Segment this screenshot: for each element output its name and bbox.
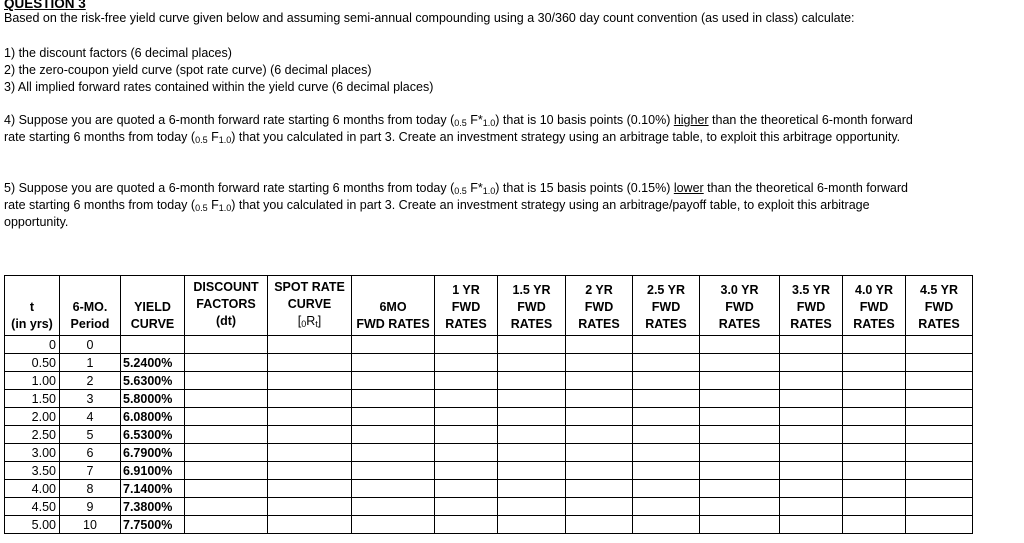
empty-answer-cell[interactable] [352,480,435,498]
empty-answer-cell[interactable] [498,516,566,534]
period-cell: 4 [60,408,121,426]
period-cell: 5 [60,426,121,444]
empty-answer-cell[interactable] [185,336,268,354]
empty-answer-cell[interactable] [633,480,700,498]
yield-cell [121,336,185,354]
empty-answer-cell[interactable] [352,462,435,480]
yield-cell: 7.7500% [121,516,185,534]
time-cell: 5.00 [5,516,60,534]
empty-answer-cell[interactable] [352,372,435,390]
yield-curve-header: YIELD CURVE [121,276,185,336]
table-row [5,336,973,354]
empty-answer-cell[interactable] [185,354,268,372]
table-row [5,390,973,408]
question-5-line-2: rate starting 6 months from today ($_{0.5}$ $F_{1.0}$) that you calculated in part 3. Create an investment strategy using an arbitrage/payoff table, to exploit this arbitrage [4,198,870,213]
empty-answer-cell[interactable] [633,354,700,372]
empty-answer-cell[interactable] [352,354,435,372]
empty-answer-cell[interactable] [780,426,843,444]
empty-answer-cell[interactable] [843,390,906,408]
empty-answer-cell[interactable] [435,516,498,534]
time-cell: 2.50 [5,426,60,444]
empty-answer-cell[interactable] [352,390,435,408]
empty-answer-cell[interactable] [780,354,843,372]
empty-answer-cell[interactable] [435,372,498,390]
empty-answer-cell[interactable] [498,480,566,498]
empty-answer-cell[interactable] [566,408,633,426]
empty-answer-cell[interactable] [435,354,498,372]
empty-answer-cell[interactable] [700,354,780,372]
empty-answer-cell[interactable] [780,462,843,480]
empty-answer-cell[interactable] [633,498,700,516]
1-5yr-fwd-header: 1.5 YR FWD RATES [498,276,566,336]
time-cell: 3.50 [5,462,60,480]
empty-answer-cell[interactable] [185,498,268,516]
empty-answer-cell[interactable] [906,516,973,534]
time-cell: 1.00 [5,372,60,390]
empty-answer-cell[interactable] [633,516,700,534]
empty-answer-cell[interactable] [906,498,973,516]
empty-answer-cell[interactable] [268,516,352,534]
empty-answer-cell[interactable] [843,462,906,480]
empty-answer-cell[interactable] [566,390,633,408]
item-1: 1) the discount factors (6 decimal places) [4,46,232,60]
period-header: 6-MO. Period [60,276,121,336]
empty-answer-cell[interactable] [185,516,268,534]
question-5-line-3: opportunity. [4,215,69,229]
empty-answer-cell[interactable] [633,372,700,390]
time-cell: 4.50 [5,498,60,516]
question-4-line-2: rate starting 6 months from today ($_{0.5}$ $F_{1.0}$) that you calculated in part 3. Create an investment strategy using an arbitrage table, to exploit this arbitrage opportunity. [4,130,901,145]
empty-answer-cell[interactable] [843,336,906,354]
empty-answer-cell[interactable] [633,426,700,444]
empty-answer-cell[interactable] [780,336,843,354]
empty-answer-cell[interactable] [185,462,268,480]
empty-answer-cell[interactable] [498,372,566,390]
empty-answer-cell[interactable] [780,516,843,534]
yield-curve-table [4,275,973,534]
empty-answer-cell[interactable] [906,390,973,408]
table-row [5,516,973,534]
question-title: QUESTION 3 [4,0,86,11]
empty-answer-cell[interactable] [700,336,780,354]
empty-answer-cell[interactable] [498,462,566,480]
table-row [5,354,973,372]
empty-answer-cell[interactable] [498,498,566,516]
empty-answer-cell[interactable] [700,390,780,408]
empty-answer-cell[interactable] [566,498,633,516]
empty-answer-cell[interactable] [700,426,780,444]
discount-factors-header: DISCOUNT FACTORS (dt) [185,276,268,336]
3yr-fwd-header: 3.0 YR FWD RATES [700,276,780,336]
empty-answer-cell[interactable] [843,444,906,462]
empty-answer-cell[interactable] [843,480,906,498]
empty-answer-cell[interactable] [633,462,700,480]
table-row [5,480,973,498]
time-cell: 4.00 [5,480,60,498]
empty-answer-cell[interactable] [566,516,633,534]
empty-answer-cell[interactable] [185,480,268,498]
empty-answer-cell[interactable] [700,498,780,516]
empty-answer-cell[interactable] [435,462,498,480]
empty-answer-cell[interactable] [780,390,843,408]
table-row [5,372,973,390]
table-row [5,408,973,426]
4-5yr-fwd-header: 4.5 YR FWD RATES [906,276,973,336]
period-cell: 7 [60,462,121,480]
intro-text: Based on the risk-free yield curve given below and assuming semi-annual compounding using a 30/360 day count convention (as used in class) calculate: [4,11,855,25]
yield-cell: 6.7900% [121,444,185,462]
empty-answer-cell[interactable] [906,372,973,390]
table-row [5,444,973,462]
empty-answer-cell[interactable] [268,372,352,390]
empty-answer-cell[interactable] [566,336,633,354]
empty-answer-cell[interactable] [633,336,700,354]
empty-answer-cell[interactable] [700,444,780,462]
empty-answer-cell[interactable] [566,444,633,462]
empty-answer-cell[interactable] [435,408,498,426]
empty-answer-cell[interactable] [268,462,352,480]
table-row [5,498,973,516]
empty-answer-cell[interactable] [906,462,973,480]
empty-answer-cell[interactable] [780,498,843,516]
empty-answer-cell[interactable] [352,426,435,444]
table-row [5,462,973,480]
empty-answer-cell[interactable] [633,408,700,426]
empty-answer-cell[interactable] [498,426,566,444]
empty-answer-cell[interactable] [906,336,973,354]
6mo-fwd-header: 6MO FWD RATES [352,276,435,336]
empty-answer-cell[interactable] [352,498,435,516]
empty-answer-cell[interactable] [566,354,633,372]
spot-rate-symbol: $[_0R_t]$ [297,314,322,329]
empty-answer-cell[interactable] [268,498,352,516]
period-cell: 8 [60,480,121,498]
empty-answer-cell[interactable] [633,390,700,408]
empty-answer-cell[interactable] [268,408,352,426]
empty-answer-cell[interactable] [352,444,435,462]
yield-cell: 7.1400% [121,480,185,498]
period-cell: 9 [60,498,121,516]
empty-answer-cell[interactable] [906,354,973,372]
empty-answer-cell[interactable] [268,354,352,372]
empty-answer-cell[interactable] [498,354,566,372]
empty-answer-cell[interactable] [843,372,906,390]
table-body [5,336,973,534]
time-cell: 3.00 [5,444,60,462]
empty-answer-cell[interactable] [185,426,268,444]
period-cell: 3 [60,390,121,408]
empty-answer-cell[interactable] [633,444,700,462]
empty-answer-cell[interactable] [780,408,843,426]
period-cell: 10 [60,516,121,534]
empty-answer-cell[interactable] [498,336,566,354]
period-cell: 6 [60,444,121,462]
empty-answer-cell[interactable] [268,336,352,354]
empty-answer-cell[interactable] [700,516,780,534]
empty-answer-cell[interactable] [906,408,973,426]
empty-answer-cell[interactable] [435,498,498,516]
higher-emphasis: higher [673,113,709,127]
empty-answer-cell[interactable] [843,354,906,372]
empty-answer-cell[interactable] [566,372,633,390]
2yr-fwd-header: 2 YR FWD RATES [566,276,633,336]
empty-answer-cell[interactable] [352,336,435,354]
empty-answer-cell[interactable] [435,480,498,498]
period-cell: 1 [60,354,121,372]
table-row [5,426,973,444]
4yr-fwd-header: 4.0 YR FWD RATES [843,276,906,336]
empty-answer-cell[interactable] [700,462,780,480]
empty-answer-cell[interactable] [352,408,435,426]
yield-cell: 6.9100% [121,462,185,480]
empty-answer-cell[interactable] [843,498,906,516]
t-header: t (in yrs) [5,276,60,336]
empty-answer-cell[interactable] [566,462,633,480]
period-cell: 2 [60,372,121,390]
empty-answer-cell[interactable] [700,372,780,390]
1yr-fwd-header: 1 YR FWD RATES [435,276,498,336]
time-cell: 2.00 [5,408,60,426]
question-5-line-1: 5) Suppose you are quoted a 6-month forward rate starting 6 months from today ($_{0.5}$ $F*_{1.0}$) that is 15 basis points (0.15%) lower than the theoretical 6-month forward [4,181,908,196]
time-cell: 1.50 [5,390,60,408]
empty-answer-cell[interactable] [566,426,633,444]
time-cell: 0.50 [5,354,60,372]
empty-answer-cell[interactable] [700,408,780,426]
empty-answer-cell[interactable] [780,444,843,462]
empty-answer-cell[interactable] [185,372,268,390]
empty-answer-cell[interactable] [843,408,906,426]
empty-answer-cell[interactable] [906,426,973,444]
empty-answer-cell[interactable] [185,444,268,462]
empty-answer-cell[interactable] [498,444,566,462]
3-5yr-fwd-header: 3.5 YR FWD RATES [780,276,843,336]
empty-answer-cell[interactable] [906,480,973,498]
header-row [5,276,973,336]
item-2: 2) the zero-coupon yield curve (spot rate curve) (6 decimal places) [4,63,372,77]
empty-answer-cell[interactable] [352,516,435,534]
empty-answer-cell[interactable] [700,480,780,498]
empty-answer-cell[interactable] [498,408,566,426]
empty-answer-cell[interactable] [435,426,498,444]
period-cell: 0 [60,336,121,354]
empty-answer-cell[interactable] [780,480,843,498]
empty-answer-cell[interactable] [435,336,498,354]
yield-cell: 5.8000% [121,390,185,408]
empty-answer-cell[interactable] [185,390,268,408]
yield-cell: 5.6300% [121,372,185,390]
time-cell: 0 [5,336,60,354]
empty-answer-cell[interactable] [435,390,498,408]
empty-answer-cell[interactable] [780,372,843,390]
empty-answer-cell[interactable] [268,426,352,444]
yield-cell: 5.2400% [121,354,185,372]
empty-answer-cell[interactable] [268,480,352,498]
spot-rate-header: SPOT RATE CURVE $[_0R_t]$ [268,276,352,336]
yield-cell: 6.0800% [121,408,185,426]
yield-cell: 7.3800% [121,498,185,516]
lower-emphasis: lower [673,181,704,195]
empty-answer-cell[interactable] [566,480,633,498]
item-3: 3) All implied forward rates contained within the yield curve (6 decimal places) [4,80,434,94]
empty-answer-cell[interactable] [498,390,566,408]
empty-answer-cell[interactable] [843,426,906,444]
empty-answer-cell[interactable] [268,390,352,408]
yield-cell: 6.5300% [121,426,185,444]
empty-answer-cell[interactable] [268,444,352,462]
empty-answer-cell[interactable] [185,408,268,426]
question-4-line-1: 4) Suppose you are quoted a 6-month forward rate starting 6 months from today ($_{0.5}$ $F*_{1.0}$) that is 10 basis points (0.10%) higher than the theoretical 6-month forward [4,113,913,128]
2-5yr-fwd-header: 2.5 YR FWD RATES [633,276,700,336]
empty-answer-cell[interactable] [843,516,906,534]
empty-answer-cell[interactable] [435,444,498,462]
empty-answer-cell[interactable] [906,444,973,462]
